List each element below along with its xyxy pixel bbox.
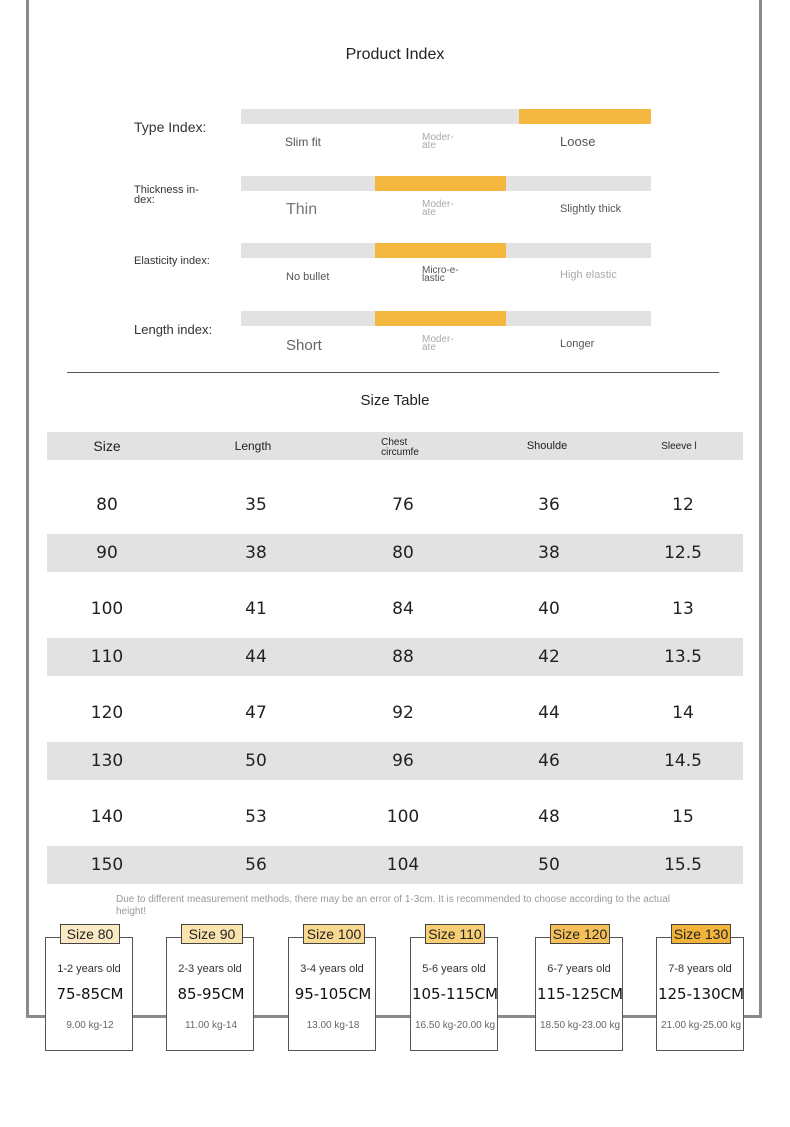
size-card <box>535 937 623 1051</box>
card-age: 3-4 years old <box>300 963 364 975</box>
table-row <box>47 846 743 898</box>
card-weight: 9.00 kg-12 <box>66 1020 114 1031</box>
table-cell: 44 <box>538 703 560 723</box>
measurement-note: Due to different measurement methods, there may be an error of 1-3cm. It is recommended to choose according to the actual height! <box>116 894 670 917</box>
card-age: 2-3 years old <box>178 963 242 975</box>
elasticity-option-1: No bullet <box>286 271 330 283</box>
table-cell: 100 <box>386 807 420 827</box>
size-tag: Size 80 <box>60 924 120 944</box>
size-card <box>166 937 254 1051</box>
card-height: 85-95CM <box>177 985 245 1003</box>
table-cell: 44 <box>245 647 267 667</box>
table-cell: 12 <box>672 495 694 515</box>
table-cell: 130 <box>90 751 124 771</box>
table-cell: 14 <box>672 703 694 723</box>
card-weight: 21.00 kg-25.00 kg <box>661 1020 741 1031</box>
size-card <box>410 937 498 1051</box>
thickness-index-bar <box>241 176 651 191</box>
length-option-1: Short <box>286 337 322 354</box>
table-row <box>47 474 743 526</box>
table-cell: 50 <box>538 855 560 875</box>
section-divider <box>67 372 719 373</box>
thickness-option-1: Thin <box>286 201 318 218</box>
size-tag: Size 100 <box>303 924 365 944</box>
card-height: 105-115CM <box>411 985 499 1003</box>
size-tag: Size 120 <box>550 924 610 944</box>
table-cell: 15.5 <box>664 855 702 875</box>
card-age: 1-2 years old <box>57 963 121 975</box>
table-cell: 104 <box>386 855 420 875</box>
elasticity-index-label: Elasticity index: <box>134 255 210 267</box>
type-index-fill <box>519 109 651 124</box>
table-row <box>47 682 743 734</box>
table-cell: 41 <box>245 599 267 619</box>
length-option-3: Longer <box>560 338 595 350</box>
elasticity-option-2: Micro-e- lastic <box>422 265 459 284</box>
table-cell: 12.5 <box>664 543 702 563</box>
table-cell: 150 <box>90 855 124 875</box>
table-cell: 14.5 <box>664 751 702 771</box>
table-cell: 38 <box>245 543 267 563</box>
size-tag: Size 90 <box>181 924 243 944</box>
table-cell: 92 <box>392 703 414 723</box>
table-cell: 42 <box>538 647 560 667</box>
table-cell: 13 <box>672 599 694 619</box>
table-cell: 47 <box>245 703 267 723</box>
table-cell: 100 <box>90 599 124 619</box>
length-index-label: Length index: <box>134 322 213 337</box>
size-card <box>656 937 744 1051</box>
card-weight: 18.50 kg-23.00 kg <box>540 1020 620 1031</box>
length-index-fill <box>375 311 506 326</box>
elasticity-index-bar <box>241 243 651 258</box>
thickness-index-fill <box>375 176 506 191</box>
table-cell: 13.5 <box>664 647 702 667</box>
size-card <box>288 937 376 1051</box>
size-tag: Size 110 <box>425 924 485 944</box>
table-header <box>47 432 743 460</box>
thickness-index-label: Thickness in- dex: <box>134 184 199 206</box>
card-weight: 11.00 kg-14 <box>184 1020 238 1031</box>
type-index-label: Type Index: <box>134 119 207 135</box>
table-row <box>47 578 743 630</box>
header-sleeve: Sleeve l <box>661 440 697 452</box>
size-tag: Size 130 <box>671 924 731 944</box>
table-cell: 40 <box>538 599 560 619</box>
card-height: 95-105CM <box>294 985 372 1003</box>
table-cell: 96 <box>392 751 414 771</box>
card-weight: 13.00 kg-18 <box>306 1020 360 1031</box>
thickness-option-3: Slightly thick <box>560 203 622 215</box>
table-cell: 46 <box>538 751 560 771</box>
table-cell: 140 <box>90 807 124 827</box>
table-cell: 76 <box>392 495 414 515</box>
card-height: 125-130CM <box>657 985 745 1003</box>
card-age: 5-6 years old <box>422 963 486 975</box>
header-shoulder: Shoulde <box>527 440 567 452</box>
size-table-title: Size Table <box>360 392 430 409</box>
type-option-3: Loose <box>560 134 596 149</box>
table-row <box>47 786 743 838</box>
table-cell: 88 <box>392 647 414 667</box>
header-length: Length <box>234 439 272 453</box>
table-cell: 50 <box>245 751 267 771</box>
table-cell: 80 <box>392 543 414 563</box>
size-table <box>47 432 743 875</box>
table-cell: 36 <box>538 495 560 515</box>
table-cell: 80 <box>96 495 118 515</box>
card-height: 115-125CM <box>536 985 624 1003</box>
header-chest: Chest circumfe <box>381 437 419 458</box>
card-weight: 16.50 kg-20.00 kg <box>415 1020 495 1031</box>
thickness-option-2: Moder- ate <box>422 199 454 218</box>
type-index-bar <box>241 109 651 124</box>
elasticity-index-fill <box>375 243 506 258</box>
size-card <box>45 937 133 1051</box>
table-cell: 35 <box>245 495 267 515</box>
header-size: Size <box>93 438 121 454</box>
table-cell: 48 <box>538 807 560 827</box>
elasticity-option-3: High elastic <box>560 269 617 281</box>
table-cell: 84 <box>392 599 414 619</box>
card-height: 75-85CM <box>56 985 124 1003</box>
length-option-2: Moder- ate <box>422 334 454 353</box>
table-cell: 120 <box>90 703 124 723</box>
type-option-2: Moder- ate <box>422 132 454 151</box>
type-option-1: Slim fit <box>285 135 321 149</box>
table-cell: 15 <box>672 807 694 827</box>
table-cell: 56 <box>245 855 267 875</box>
product-index-title: Product Index <box>345 46 445 63</box>
card-age: 6-7 years old <box>547 963 611 975</box>
card-age: 7-8 years old <box>668 963 732 975</box>
table-cell: 38 <box>538 543 560 563</box>
length-index-bar <box>241 311 651 326</box>
table-cell: 90 <box>96 543 118 563</box>
table-cell: 110 <box>90 647 124 667</box>
table-cell: 53 <box>245 807 267 827</box>
